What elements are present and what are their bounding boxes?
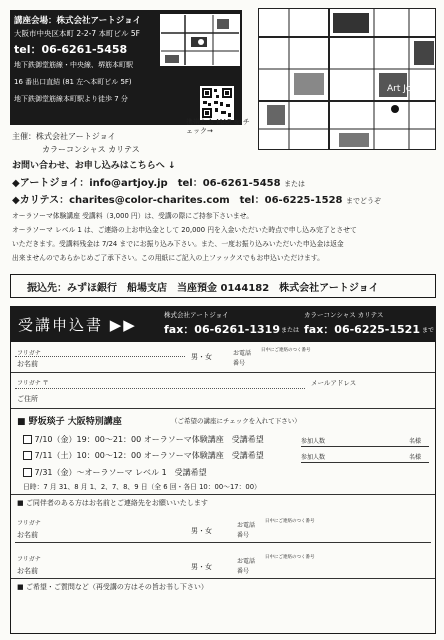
note-line-3: いただきます。受講料残金は 7/24 までにお振り込み下さい。また、一度お振り込みいただいた申込金は返金 bbox=[12, 240, 344, 248]
furigana-label: フリガナ bbox=[17, 350, 41, 357]
name-input[interactable] bbox=[55, 346, 185, 370]
course-1-checkbox[interactable] bbox=[23, 435, 32, 444]
companion-2-gender: 男・女 bbox=[191, 563, 212, 571]
unit-label-1: 名様 bbox=[409, 438, 422, 445]
qr-caption: 携帯から MAP を チェック→ bbox=[186, 118, 250, 135]
companion-2-name-label: お名前 bbox=[17, 567, 38, 575]
contact-charites-suffix: までどうぞ bbox=[345, 197, 381, 205]
requests-heading: ■ ご希望・ご質問など（再受講の方はその旨お书し下さい） bbox=[17, 583, 208, 591]
tel-input[interactable] bbox=[261, 354, 431, 370]
contact-artjoy bbox=[12, 174, 305, 189]
course-3-schedule: 日時：7 月 31、8 月 1、2、7、8、9 日（全 6 回・各日 10：00～17：00） bbox=[23, 483, 261, 491]
daytime-label: 日中にご連絡のつく番号 bbox=[261, 348, 311, 353]
course-option-2[interactable] bbox=[23, 450, 264, 461]
companion-1-tel-input[interactable] bbox=[265, 524, 431, 538]
companion-2-tel-label: お電話 bbox=[237, 558, 256, 565]
course-option-1[interactable] bbox=[23, 434, 264, 445]
companion-1-tel-label-2: 番号 bbox=[237, 532, 250, 539]
application-header bbox=[10, 306, 436, 342]
course-3-label: 7/31（金）～オーラソーマ レベル 1 受講希望 bbox=[34, 468, 207, 477]
participants-label-1: 参加人数 bbox=[301, 438, 326, 445]
companion-1-name-input[interactable] bbox=[51, 516, 181, 538]
companion-1-daytime: 日中にご連絡のつく番号 bbox=[265, 519, 315, 524]
companion-2-name-input[interactable] bbox=[51, 552, 181, 574]
companion-2-tel-input[interactable] bbox=[265, 560, 431, 574]
venue-access-2: 16 番出口直結 (81 左へ本町ビル 5F) bbox=[14, 78, 132, 86]
companion-1-name-label: お名前 bbox=[17, 531, 38, 539]
requests-textarea[interactable] bbox=[17, 594, 429, 628]
venue-access-3: 地下鉄御堂筋線本町駅より徒歩 7 分 bbox=[14, 95, 128, 103]
companion-1-furigana: フリガナ bbox=[17, 520, 41, 527]
application-title: 受講申込書 ▶▶ bbox=[18, 316, 137, 334]
note-line-2: オーラソーマ レベル 1 は、ご連絡の上お申込金として 20,000 円を入金いただいた時点で申し込み完了とさせて bbox=[12, 226, 357, 234]
note-line-1: オーラソーマ体験講座 受講料（3,000 円）は、受講の際にご持参下さいませ。 bbox=[12, 212, 254, 220]
contact-charites bbox=[12, 191, 381, 206]
companion-2-furigana: フリガナ bbox=[17, 556, 41, 563]
course-option-3[interactable] bbox=[23, 467, 207, 478]
inquiry-heading: お問い合わせ、お申し込みはこちらへ ↓ bbox=[12, 161, 176, 171]
course-3-checkbox[interactable] bbox=[23, 468, 32, 477]
companion-1-tel-label: お電話 bbox=[237, 522, 256, 529]
gender-label: 男・女 bbox=[191, 353, 212, 361]
area-map bbox=[258, 8, 436, 150]
venue-tel: tel：06-6261-5458 bbox=[14, 43, 128, 56]
fax1-company: 株式会社アートジョイ bbox=[164, 311, 229, 319]
fax2-number: fax：06-6225-1521 bbox=[304, 323, 420, 336]
small-map bbox=[160, 14, 240, 66]
course-1-label: 7/10（金）19：00～21：00 オーラソーマ体験講座 受講希望 bbox=[34, 435, 264, 444]
venue-address: 大阪市中央区本町 2-2-7 本町ビル 5F bbox=[14, 29, 140, 38]
map-label-artjoy: Art Joy bbox=[387, 84, 417, 94]
contact-artjoy-text: ◆アートジョイ：info@artjoy.jp tel：06-6261-5458 bbox=[12, 178, 281, 189]
fax-or: または bbox=[281, 327, 300, 334]
fax2-company: カラーコンシャス カリテス bbox=[304, 311, 384, 319]
companion-2-daytime: 日中にご連絡のつく番号 bbox=[265, 555, 315, 560]
companion-2-tel-label-2: 番号 bbox=[237, 568, 250, 575]
participants-label-2: 参加人数 bbox=[301, 454, 326, 461]
course-title: ■ 野坂琰子 大阪特別講座 bbox=[17, 417, 122, 427]
address-label: ご住所 bbox=[17, 395, 38, 403]
organizer-label: 主催：株式会社アートジョイ bbox=[12, 132, 116, 141]
address-input[interactable] bbox=[51, 390, 301, 406]
qr-code[interactable] bbox=[200, 86, 234, 120]
companion-heading: ■ ご同伴者のある方はお名前とご連絡先をお願いいたします bbox=[17, 499, 208, 507]
organizer-label-2: カラーコンシャス カリテス bbox=[42, 145, 140, 154]
note-line-4: 出来ませんのであらかじめご了承下さい。この用紙にご記入の上ファックスでもお申込いただけます。 bbox=[12, 254, 324, 262]
course-2-checkbox[interactable] bbox=[23, 451, 32, 460]
tel-label: お電話 bbox=[233, 350, 252, 357]
application-form bbox=[10, 342, 436, 634]
course-2-label: 7/11（土）10：00～12：00 オーラソーマ体験講座 受講希望 bbox=[34, 451, 264, 460]
fax1-number: fax：06-6261-1319 bbox=[164, 323, 280, 336]
fax-made: まで bbox=[422, 327, 435, 334]
email-label: メールアドレス bbox=[311, 379, 357, 387]
venue-access-1: 地下鉄御堂筋線・中央線、堺筋本町駅 bbox=[14, 61, 133, 69]
contact-artjoy-suffix: または bbox=[284, 180, 306, 188]
name-label: お名前 bbox=[17, 360, 38, 368]
bank-info: 振込先：みずほ銀行 船場支店 当座預金 0144182 株式会社アートジョイ bbox=[27, 283, 379, 294]
contact-charites-text: ◆カリテス：charites@color-charites.com tel：06-6225-1528 bbox=[12, 195, 343, 206]
email-input[interactable] bbox=[311, 386, 431, 400]
tel-label-2: 番号 bbox=[233, 360, 246, 367]
venue-title: 講座会場：株式会社アートジョイ bbox=[14, 16, 142, 26]
companion-1-gender: 男・女 bbox=[191, 527, 212, 535]
unit-label-2: 名様 bbox=[409, 454, 422, 461]
bank-info-box bbox=[10, 274, 436, 298]
zip-label: フリガナ 〒 bbox=[17, 380, 49, 387]
course-note: （ご希望の講座にチェックを入れて下さい） bbox=[171, 417, 301, 425]
